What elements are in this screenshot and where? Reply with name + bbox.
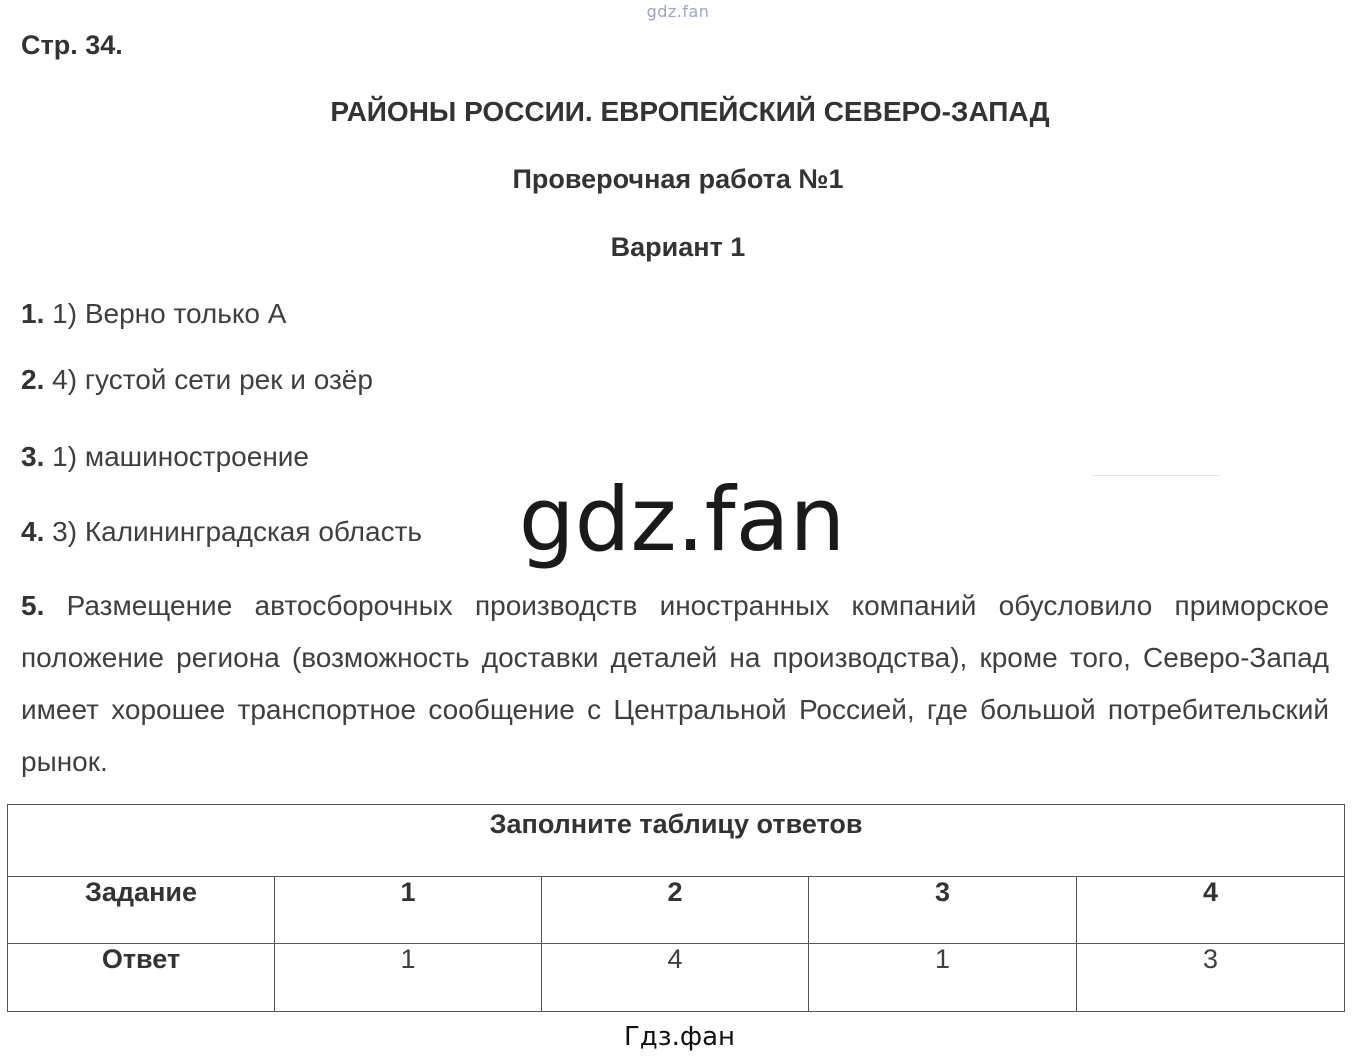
answer-text: Размещение автосборочных производств иностранных компаний обусловило приморское положение региона (возможность доставки деталей на производства), кроме того, Северо-Запад имеет хорошее транспортное сообщение с Центральной Россией, где большой потребительский рынок.: [21, 590, 1330, 777]
task-cell: 4: [1077, 877, 1345, 944]
task-cell: 1: [275, 877, 542, 944]
answer-item-2: [21, 364, 373, 396]
table-caption: Заполните таблицу ответов: [8, 805, 1345, 877]
answer-number: 3.: [21, 441, 45, 472]
work-title: Проверочная работа №1: [512, 164, 844, 194]
top-watermark: gdz.fan: [646, 2, 710, 21]
answer-text: 4) густой сети рек и озёр: [52, 364, 373, 395]
variant-title: Вариант 1: [610, 232, 746, 262]
answer-text: 3) Калининградская область: [52, 516, 422, 547]
answer-text: 1) Верно только А: [52, 298, 287, 329]
answer-number: 2.: [21, 364, 45, 395]
footer-watermark: Гдз.фан: [623, 1022, 736, 1052]
big-watermark: gdz.fan: [518, 468, 846, 571]
question-5-answer: [21, 580, 1329, 788]
task-cell: 3: [809, 877, 1077, 944]
table-row-tasks: [8, 877, 1345, 944]
answer-text: 1) машиностроение: [52, 441, 309, 472]
answer-number: 5.: [21, 590, 45, 621]
page-number: Стр. 34.: [21, 30, 123, 60]
task-cell: 2: [542, 877, 809, 944]
answer-cell: 1: [275, 944, 542, 1012]
table-row-answers: [8, 944, 1345, 1012]
answer-number: 4.: [21, 516, 45, 547]
answer-cell: 4: [542, 944, 809, 1012]
row-label-answer: Ответ: [8, 944, 275, 1012]
answer-item-1: [21, 298, 286, 330]
answer-cell: 3: [1077, 944, 1345, 1012]
answers-table: [7, 804, 1345, 1012]
row-label-task: Задание: [8, 877, 275, 944]
answer-number: 1.: [21, 298, 45, 329]
page-title: РАЙОНЫ РОССИИ. ЕВРОПЕЙСКИЙ СЕВЕРО-ЗАПАД: [330, 96, 1050, 127]
answer-cell: 1: [809, 944, 1077, 1012]
